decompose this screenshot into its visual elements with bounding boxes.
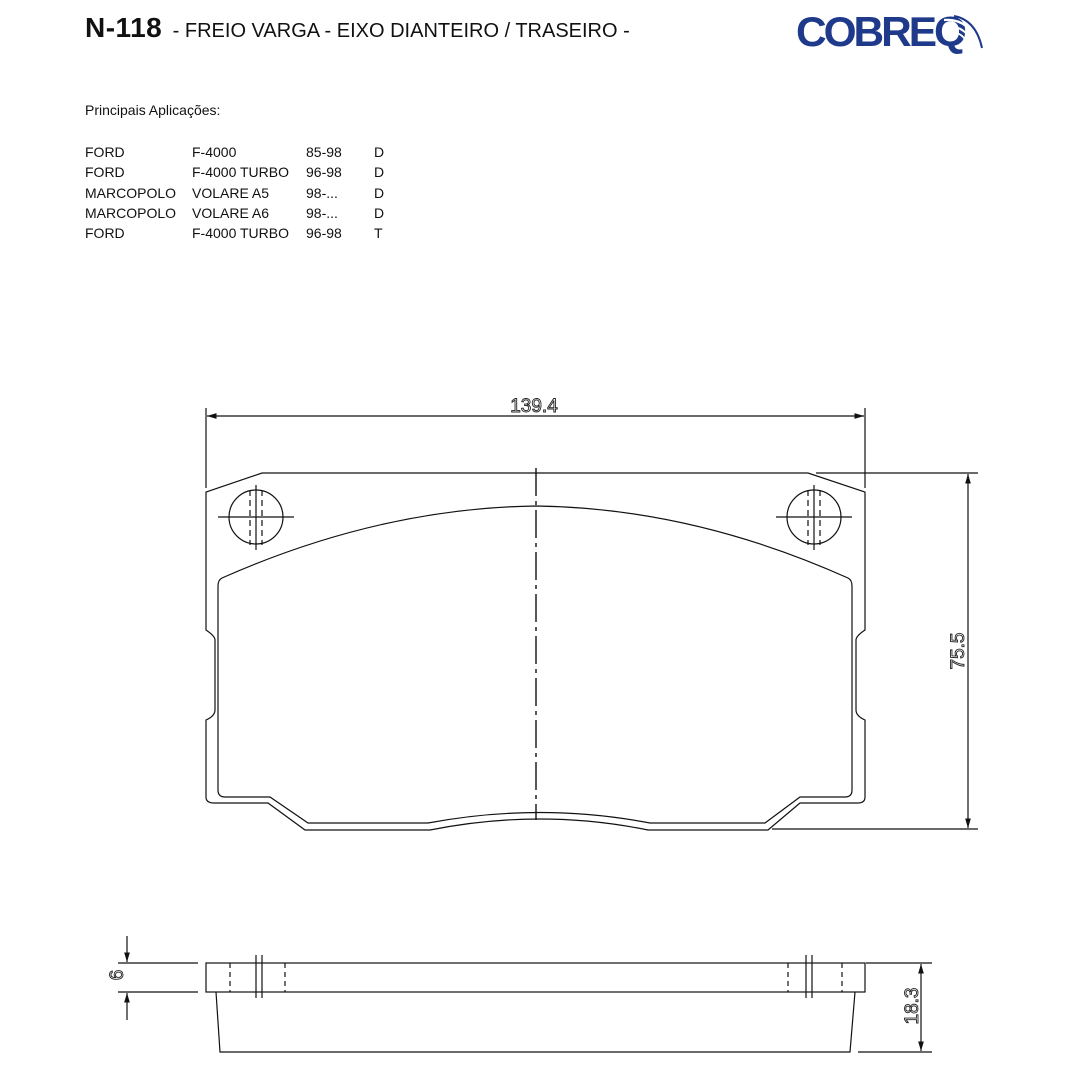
cell-model: VOLARE A5: [192, 184, 270, 201]
cell-make: MARCOPOLO: [85, 184, 177, 201]
cell-years: 96-98: [306, 164, 342, 181]
backplate-thickness-label: 6: [107, 969, 128, 981]
cell-years: 96-98: [306, 225, 342, 242]
cell-model: VOLARE A6: [192, 204, 270, 221]
cell-years: 85-98: [306, 144, 342, 160]
cell-years: 98-...: [306, 204, 338, 221]
part-code: N-118: [85, 12, 163, 43]
cell-make: FORD: [85, 144, 125, 160]
cell-make: FORD: [85, 225, 125, 242]
logo-text: COBREQ: [796, 8, 966, 55]
mounting-hole-left: [218, 485, 294, 550]
height-dimension-label: 75.5: [948, 632, 969, 670]
backplate-thickness-dimension: [118, 936, 198, 1020]
friction-material-outline: [218, 506, 852, 823]
cell-make: MARCOPOLO: [85, 204, 177, 221]
cell-axle: D: [374, 184, 385, 201]
total-thickness-label: 18.3: [902, 987, 923, 1025]
cell-model: F-4000 TURBO: [192, 225, 289, 242]
mounting-hole-right: [776, 485, 852, 550]
cell-axle: D: [374, 144, 385, 160]
cell-axle: D: [374, 204, 385, 221]
applications-title: Principais Aplicações:: [85, 102, 221, 118]
side-view: [206, 955, 865, 1052]
cell-years: 98-...: [306, 184, 338, 201]
cell-make: FORD: [85, 164, 125, 181]
cell-model: F-4000: [192, 144, 237, 160]
cell-axle: T: [374, 225, 383, 242]
cell-model: F-4000 TURBO: [192, 164, 289, 181]
cell-axle: D: [374, 164, 385, 181]
width-dimension-label: 139.4: [510, 396, 558, 417]
part-description: - FREIO VARGA - EIXO DIANTEIRO / TRASEIRO -: [172, 20, 630, 42]
